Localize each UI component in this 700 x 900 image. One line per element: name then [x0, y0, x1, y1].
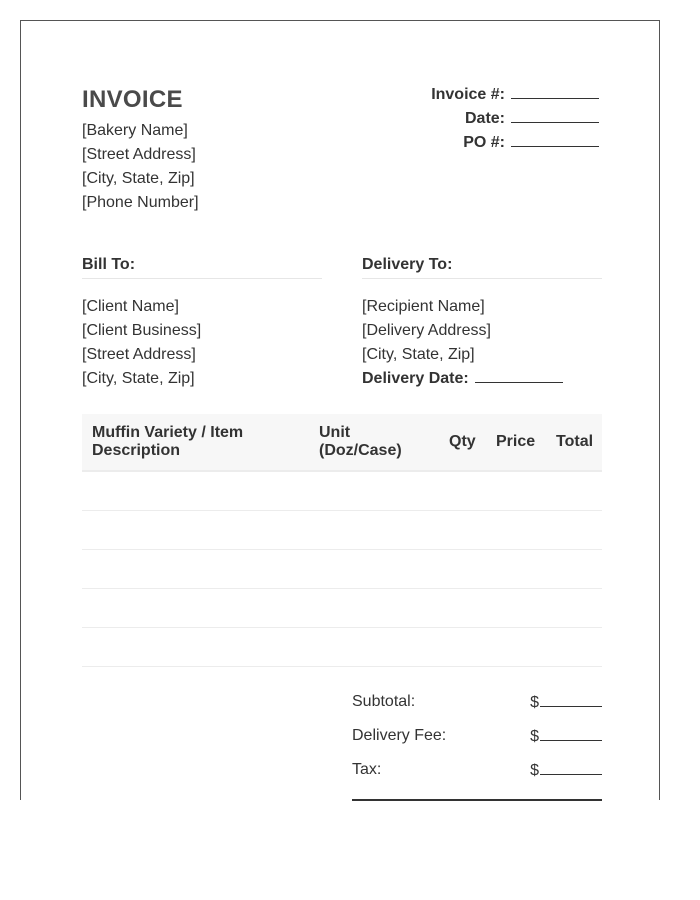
table-header	[82, 414, 602, 472]
recipient-name: [Recipient Name]	[362, 298, 485, 315]
delivery-date-row	[362, 367, 602, 391]
tax-field[interactable]	[540, 761, 602, 775]
client-business: [Client Business]	[82, 322, 202, 339]
table-row[interactable]	[82, 511, 602, 550]
delivery-address: [Delivery Address]	[362, 322, 491, 339]
table-row[interactable]	[82, 550, 602, 589]
delivery-fee-field[interactable]	[540, 727, 602, 741]
delivery-to-section	[362, 256, 602, 391]
totals-divider	[352, 799, 602, 801]
subtotal-currency: $	[530, 694, 539, 711]
items-table	[82, 414, 602, 667]
client-street: [Street Address]	[82, 346, 196, 363]
totals-block	[352, 693, 602, 795]
col-unit: Unit (Doz/Case)	[319, 424, 402, 459]
col-qty: Qty	[449, 433, 476, 450]
invoice-page	[20, 20, 660, 800]
invoice-title: INVOICE	[82, 86, 183, 113]
bill-to-section	[82, 256, 322, 391]
tax-currency: $	[530, 762, 539, 779]
po-field[interactable]	[511, 133, 599, 147]
invoice-number-row	[431, 83, 599, 107]
date-row	[431, 107, 599, 131]
date-label: Date:	[464, 110, 505, 127]
invoice-number-label: Invoice #:	[431, 86, 505, 103]
table-row[interactable]	[82, 589, 602, 628]
tax-label: Tax:	[352, 761, 382, 778]
delivery-to-heading: Delivery To:	[362, 256, 602, 279]
invoice-number-field[interactable]	[511, 85, 599, 99]
subtotal-row	[352, 693, 602, 727]
subtotal-value[interactable]	[530, 693, 602, 712]
bakery-city: [City, State, Zip]	[82, 170, 195, 187]
table-row[interactable]	[82, 472, 602, 511]
delivery-fee-value[interactable]	[530, 727, 602, 746]
delivery-fee-currency: $	[530, 728, 539, 745]
invoice-meta	[431, 83, 599, 155]
subtotal-field[interactable]	[540, 693, 602, 707]
bakery-name: [Bakery Name]	[82, 122, 188, 139]
subtotal-label: Subtotal:	[352, 693, 416, 710]
delivery-date-field[interactable]	[475, 369, 563, 383]
col-total: Total	[556, 433, 594, 450]
tax-value[interactable]	[530, 761, 602, 780]
po-label: PO #:	[463, 134, 505, 151]
bill-to-heading: Bill To:	[82, 256, 322, 279]
delivery-fee-label: Delivery Fee:	[352, 727, 447, 744]
bakery-address-block	[82, 119, 199, 215]
delivery-city: [City, State, Zip]	[362, 346, 475, 363]
col-price: Price	[496, 433, 536, 450]
delivery-to-lines	[362, 295, 602, 391]
bill-to-lines	[82, 295, 322, 391]
client-name: [Client Name]	[82, 298, 179, 315]
col-description: Muffin Variety / Item Description	[92, 424, 244, 459]
delivery-date-label: Delivery Date:	[362, 370, 469, 387]
date-field[interactable]	[511, 109, 599, 123]
client-city: [City, State, Zip]	[82, 370, 195, 387]
tax-row	[352, 761, 602, 795]
po-row	[431, 131, 599, 155]
bakery-phone: [Phone Number]	[82, 194, 199, 211]
bakery-street: [Street Address]	[82, 146, 196, 163]
table-row[interactable]	[82, 628, 602, 667]
delivery-fee-row	[352, 727, 602, 761]
